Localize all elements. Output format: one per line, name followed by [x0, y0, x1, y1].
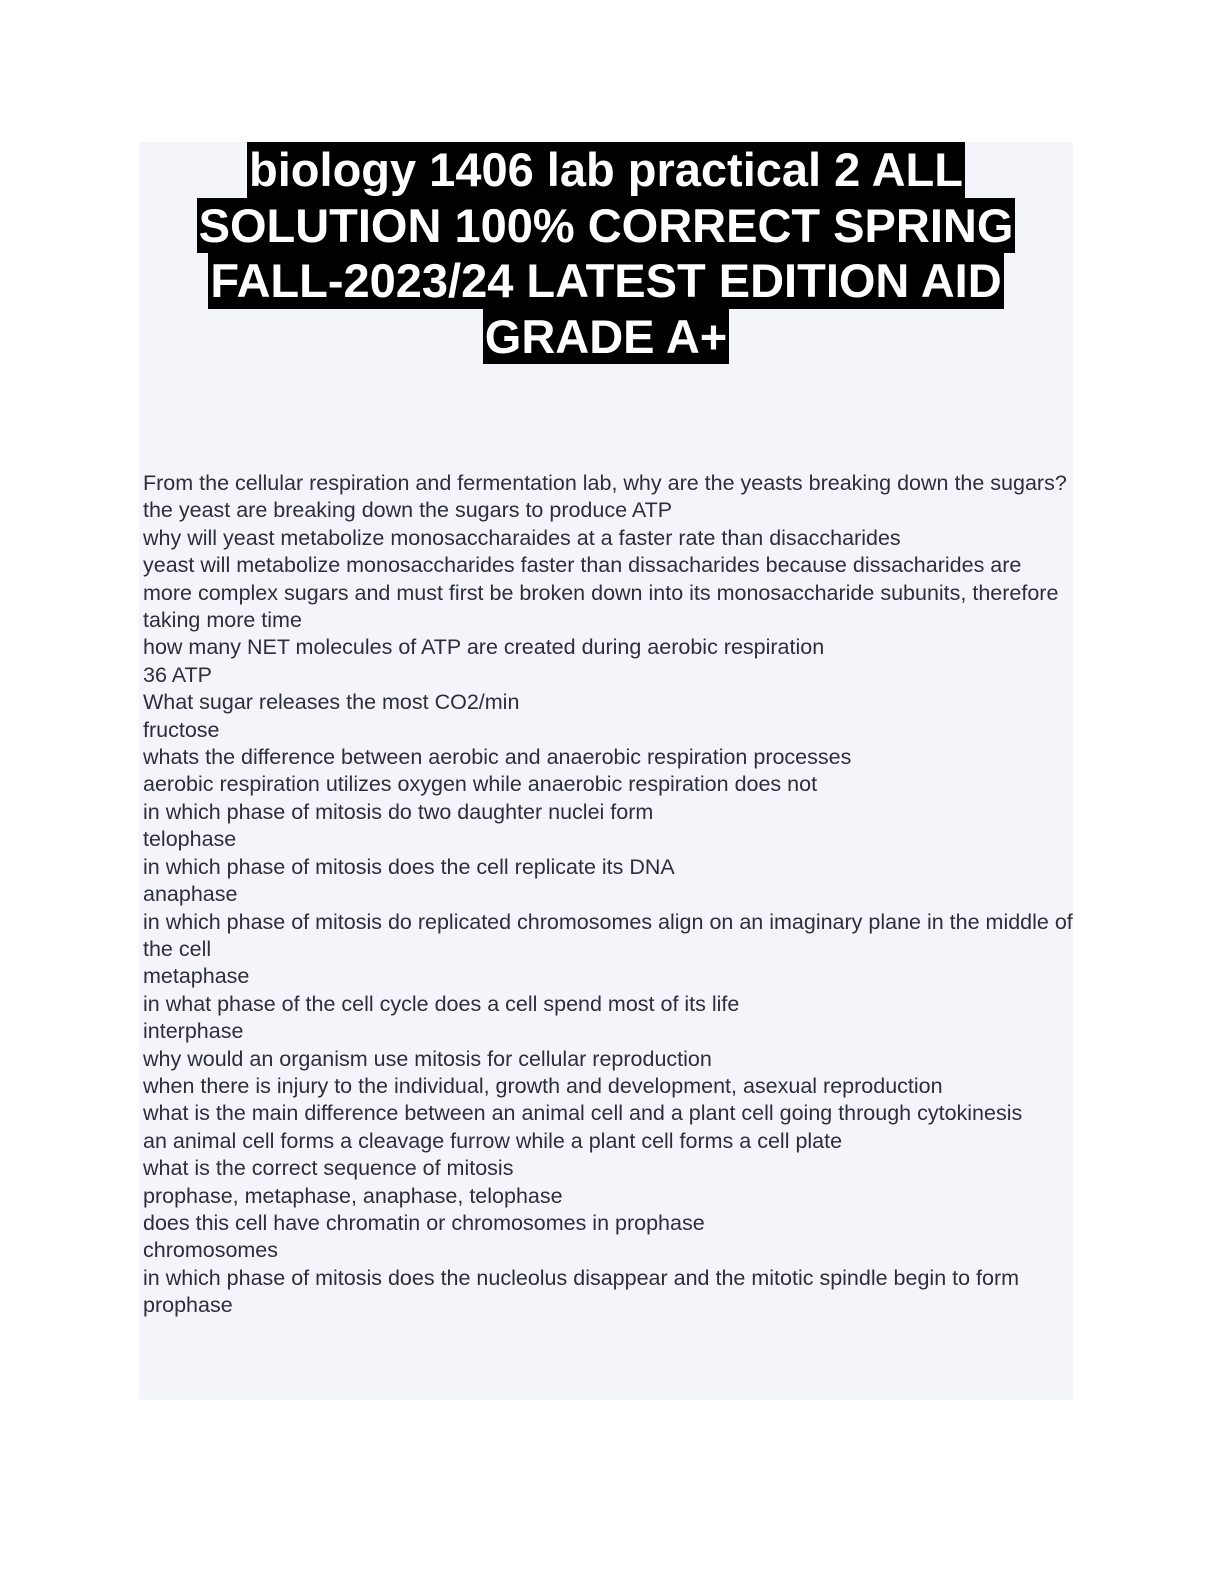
question-text: does this cell have chromatin or chromosomes in prophase — [143, 1210, 705, 1235]
answer-text: chromosomes — [143, 1238, 279, 1263]
answer-text: interphase — [143, 1019, 244, 1044]
answer-text: metaphase — [143, 964, 250, 989]
question-answer-list — [143, 470, 1073, 1320]
question-text: whats the difference between aerobic and anaerobic respiration processes — [143, 745, 852, 770]
question-text: what is the main difference between an animal cell and a plant cell going through cytokinesis — [143, 1101, 1023, 1126]
answer-text: the yeast are breaking down the sugars to produce ATP — [143, 498, 673, 523]
answer-text: fructose — [143, 717, 220, 742]
document-page — [139, 142, 1073, 1400]
title-line-3: FALL-2023/24 LATEST EDITION AID — [210, 254, 1002, 307]
title-line-1: biology 1406 lab practical 2 ALL — [249, 143, 963, 196]
answer-text: an animal cell forms a cleavage furrow while a plant cell forms a cell plate — [143, 1128, 843, 1153]
question-text: why will yeast metabolize monosaccharaides at a faster rate than disaccharides — [143, 525, 901, 550]
title-line-4: GRADE A+ — [484, 309, 728, 363]
question-text: in what phase of the cell cycle does a cell spend most of its life — [143, 991, 740, 1016]
question-text: in which phase of mitosis does the cell replicate its DNA — [143, 854, 675, 879]
title-line-2: SOLUTION 100% CORRECT SPRING — [198, 198, 1014, 252]
question-text: in which phase of mitosis do replicated chromosomes align on an imaginary plane in the middle of the cell — [143, 909, 1073, 961]
answer-text: aerobic respiration utilizes oxygen while anaerobic respiration does not — [143, 772, 818, 797]
answer-text: anaphase — [143, 882, 238, 907]
answer-text: prophase — [143, 1293, 233, 1318]
question-text: in which phase of mitosis does the nucleolus disappear and the mitotic spindle begin to form — [143, 1265, 1020, 1290]
question-text: What sugar releases the most CO2/min — [143, 690, 520, 715]
question-text: why would an organism use mitosis for cellular reproduction — [143, 1046, 712, 1071]
answer-text: when there is injury to the individual, growth and development, asexual reproduction — [143, 1073, 943, 1098]
document-title — [139, 142, 1073, 364]
answer-text: prophase, metaphase, anaphase, telophase — [143, 1183, 563, 1208]
question-text: in which phase of mitosis do two daughter nuclei form — [143, 799, 654, 824]
question-text: how many NET molecules of ATP are created during aerobic respiration — [143, 635, 825, 660]
question-text: what is the correct sequence of mitosis — [143, 1156, 514, 1181]
answer-text: yeast will metabolize monosaccharides faster than dissacharides because dissacharides are more complex sugars and must first be broken down into its monosaccharide subunits, therefore taking more time — [143, 553, 1059, 633]
answer-text: 36 ATP — [143, 662, 212, 687]
question-text: From the cellular respiration and fermentation lab, why are the yeasts breaking down the sugars? — [143, 471, 1067, 495]
answer-text: telophase — [143, 827, 237, 852]
